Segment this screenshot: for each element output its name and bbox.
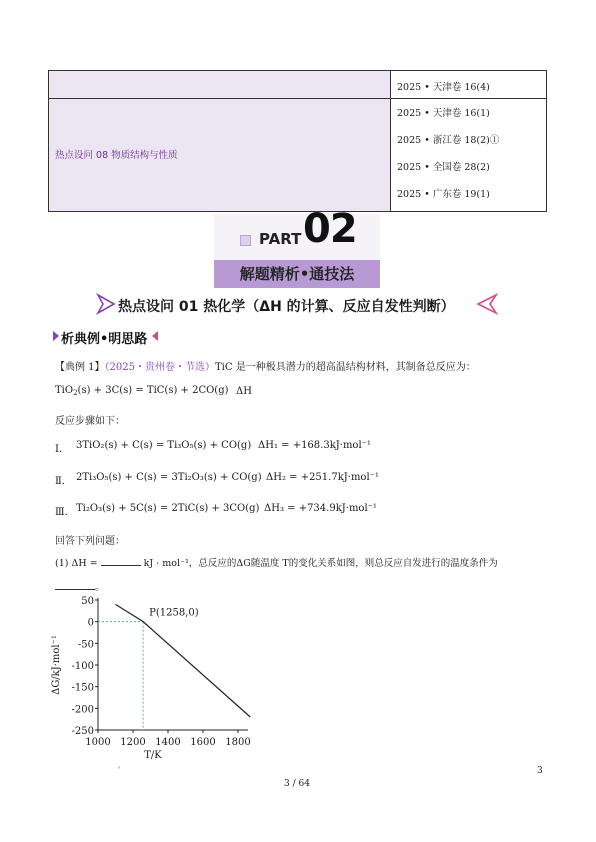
question-1-text: kJ · mol⁻¹，总反应的ΔG随温度 T的变化关系如图，则总反应自发进行的温度条件为 bbox=[143, 558, 498, 569]
question-1-prefix: (1) ΔH = bbox=[55, 558, 98, 569]
y-axis-label: ΔG/kJ·mol⁻¹ bbox=[51, 635, 62, 695]
reference-item: 2025 • 天津卷 16(4) bbox=[397, 82, 490, 93]
topic-label: 热点设问 08 物质结构与性质 bbox=[55, 150, 178, 161]
step-delta-h: ΔH₁ = +168.3kJ·mol⁻¹ bbox=[258, 440, 371, 451]
point-annotation: P(1258,0) bbox=[149, 607, 199, 619]
total-reaction-lhs: TiO bbox=[55, 385, 74, 396]
step-equation: 2Ti₃O₅(s) + C(s) = 3Ti₂O₃(s) + CO(g) bbox=[76, 472, 262, 483]
total-delta-h: ΔH bbox=[236, 386, 252, 397]
example-source: （2025・贵州卷・节选） bbox=[104, 362, 215, 373]
y-tick-label: 0 bbox=[87, 617, 94, 629]
step-number: Ⅰ． bbox=[55, 444, 69, 455]
part-number: 02 bbox=[303, 206, 357, 252]
question-1 bbox=[55, 555, 498, 569]
step-delta-h: ΔH₂ = +251.7kJ·mol⁻¹ bbox=[266, 472, 379, 483]
reference-item: 2025 • 全国卷 28(2) bbox=[397, 162, 490, 173]
x-tick-label: 1000 bbox=[85, 737, 111, 748]
reference-item: 2025 • 天津卷 16(1) bbox=[397, 108, 490, 119]
example-intro-line bbox=[55, 358, 476, 373]
triangle-right-icon bbox=[52, 330, 60, 342]
y-tick-label: 50 bbox=[81, 596, 94, 607]
page-corner-number: 3 bbox=[537, 766, 543, 776]
steps-intro: 反应步骤如下： bbox=[55, 416, 125, 427]
part-label: PART bbox=[259, 230, 302, 248]
delta-g-temperature-chart bbox=[45, 590, 260, 768]
step-equation: Ti₂O₃(s) + 5C(s) = 2TiC(s) + 3CO(g) bbox=[76, 503, 260, 514]
step-number: Ⅱ． bbox=[55, 476, 72, 487]
example-label: 【典例 1】 bbox=[55, 362, 105, 373]
y-tick-label: -200 bbox=[71, 704, 94, 716]
part-banner: 解题精析•通技法 bbox=[214, 260, 380, 288]
step-equation: 3TiO₂(s) + C(s) = Ti₃O₅(s) + CO(g) bbox=[76, 440, 252, 451]
y-tick-label: -150 bbox=[71, 682, 94, 694]
x-tick-label: 1400 bbox=[155, 737, 181, 748]
y-tick-label: -250 bbox=[71, 726, 94, 737]
step-number: Ⅲ． bbox=[55, 507, 75, 518]
hot-topic-title: 热点设问 01 热化学（ΔH 的计算、反应自发性判断） bbox=[118, 299, 455, 315]
x-axis-label: T/K bbox=[144, 750, 162, 761]
triangle-left-icon bbox=[151, 330, 159, 342]
section-title: 析典例•明思路 bbox=[61, 332, 148, 347]
y-tick-label: -100 bbox=[71, 661, 94, 672]
x-tick-label: 1600 bbox=[190, 737, 216, 748]
page-number: 3 / 64 bbox=[284, 779, 310, 789]
reference-item: 2025 • 浙江卷 18(2)① bbox=[397, 135, 500, 146]
answer-intro: 回答下列问题： bbox=[55, 536, 125, 547]
question-1-end: 。 bbox=[95, 582, 105, 593]
x-tick-label: 1800 bbox=[225, 737, 251, 748]
answer-blank[interactable] bbox=[101, 565, 141, 566]
y-tick-label: -50 bbox=[77, 639, 94, 651]
right-arrow-icon bbox=[96, 293, 116, 315]
step-delta-h: ΔH₃ = +734.9kJ·mol⁻¹ bbox=[264, 503, 377, 514]
example-intro: TiC 是一种极具潜力的超高温结构材料，其制备总反应为： bbox=[215, 362, 476, 373]
topic-reference-table bbox=[48, 70, 547, 212]
left-arrow-icon bbox=[476, 293, 498, 315]
total-reaction-rest: (s) + 3C(s) = TiC(s) + 2CO(g) bbox=[77, 385, 229, 396]
footer-mark: ' bbox=[118, 766, 120, 774]
square-icon bbox=[240, 235, 251, 246]
total-reaction: TiO$_2$(s) + 3C(s) = TiC(s) + 2CO(g) bbox=[55, 385, 229, 397]
reference-item: 2025 • 广东卷 19(1) bbox=[397, 189, 490, 200]
x-tick-label: 1200 bbox=[120, 737, 146, 748]
